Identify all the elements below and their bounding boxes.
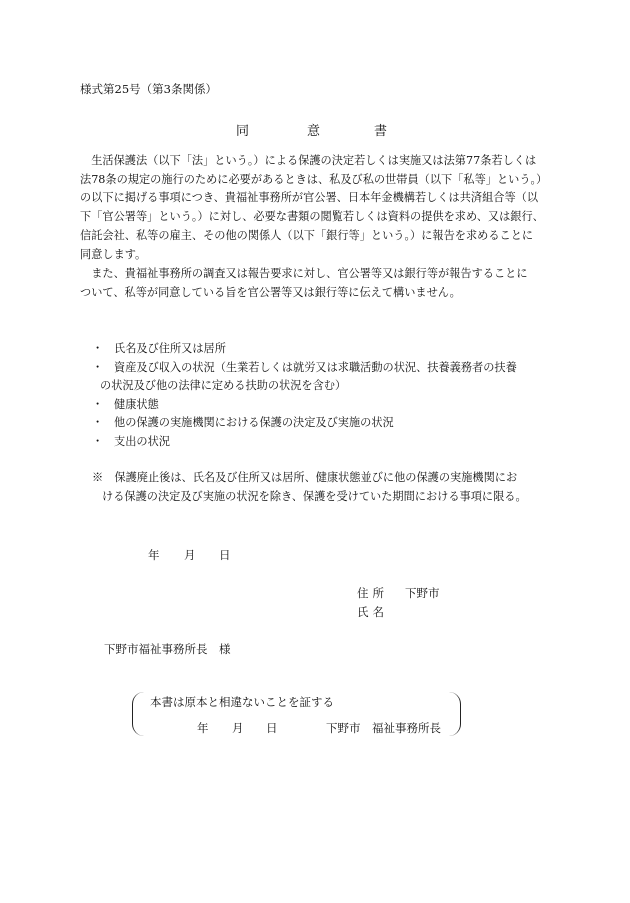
paragraph-line: 生活保護法（以下「法」という。）による保護の決定若しくは実施又は法第77条若しくは (80, 154, 537, 167)
consent-paragraph-2 (80, 265, 550, 302)
recipient: 下野市福祉事務所長 様 (104, 642, 231, 656)
certification-text: 本書は原本と相違ないことを証する (150, 695, 334, 709)
date-day-label: 日 (219, 548, 231, 562)
document-title-char-3: 書 (374, 124, 388, 139)
consent-paragraph-1 (80, 152, 550, 264)
list-item (92, 433, 517, 452)
paragraph-line: の以下に掲げる事項につき、貴福祉事務所が官公署、日本年金機構若しくは共済組合等（以 (80, 191, 539, 205)
paragraph-line: 法78条の規定の施行のために必要があるときは、私及び私の世帯員（以下「私等」という。） (80, 172, 548, 186)
bullet: ・ (92, 397, 104, 411)
item-text: 健康状態 (114, 397, 159, 411)
paragraph-line: また、貴福祉事務所の調査又は報告要求に対し、官公署等又は銀行等が報告することに (80, 267, 528, 280)
certification-bracket-left (132, 692, 144, 736)
bullet: ・ (92, 416, 104, 430)
document-title-char-1: 同 (236, 124, 250, 139)
address-label: 住所 (357, 586, 388, 600)
paragraph-line: 信託会社、私等の雇主、その他の関係人（以下「銀行等」という。）に報告を求めることに (80, 228, 534, 242)
date-month-label: 月 (184, 548, 196, 562)
list-item (92, 414, 517, 433)
bullet: ・ (92, 360, 104, 374)
address-value: 下野市 (405, 586, 440, 600)
list-item-continuation: の状況及び他の法律に定める扶助の状況を含む） (100, 379, 347, 393)
list-item (92, 359, 517, 378)
certification-month-label: 月 (232, 721, 244, 735)
paragraph-line: 同意します。 (80, 247, 147, 261)
form-number: 様式第25号（第3条関係） (80, 82, 217, 96)
item-text: 氏名及び住所又は居所 (114, 342, 226, 355)
note-line: ける保護の決定及び実施の状況を除き、保護を受けていた期間における事項に限る。 (102, 490, 527, 503)
certification-office: 下野市 福祉事務所長 (326, 721, 441, 735)
item-text: 支出の状況 (114, 434, 170, 448)
date-year-label: 年 (148, 548, 160, 562)
note-paragraph (92, 468, 527, 506)
consent-items-list (92, 340, 517, 452)
name-label: 氏名 (357, 605, 388, 619)
bullet: ・ (92, 342, 104, 355)
bullet: ・ (92, 434, 104, 448)
paragraph-line: ついて、私等が同意している旨を官公署等又は銀行等に伝えて構いません。 (80, 285, 461, 299)
certification-day-label: 日 (266, 721, 278, 735)
paragraph-line: 下「官公署等」という。）に対し、必要な書類の閲覧若しくは資料の提供を求め、又は銀行、 (80, 210, 544, 224)
certification-year-label: 年 (197, 721, 209, 735)
item-text: 資産及び収入の状況（生業若しくは就労又は求職活動の状況、扶養義務者の扶養 (114, 360, 517, 374)
document-title-char-2: 意 (307, 124, 321, 139)
certification-bracket-right (449, 692, 461, 736)
item-text: 他の保護の実施機関における保護の決定及び実施の状況 (114, 416, 394, 430)
note-line: ※ 保護廃止後は、氏名及び住所又は居所、健康状態並びに他の保護の実施機関にお (92, 471, 518, 484)
list-item (92, 340, 517, 359)
list-item (92, 396, 517, 415)
